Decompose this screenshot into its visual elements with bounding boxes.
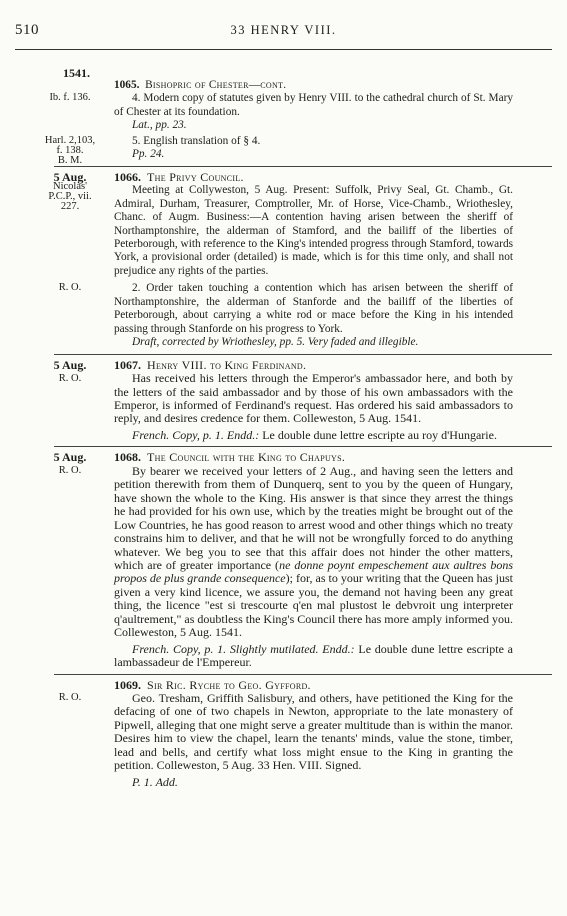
page-content xyxy=(0,79,567,789)
marginal-ref: R. O. xyxy=(58,282,82,294)
entry-1066-body xyxy=(0,181,567,278)
paragraph: Meeting at Collyweston, 5 Aug. Present: Suffolk, Privy Seal, Gt. Chamb., Gt. Admiral, Durham, Treasurer, Comptroller, Mr. of Horse, Vice-Chamb., Wriothesley, Chanc. of Augm. Business:—A contention having arisen between the sheriff of Northamptonshire, the alderman of Stamford, and the bailiff of the liberties of Peterborough, with reference to the King's intended progress through Stamford, towards York, a provisional order (detailed) is made, which is for this time only, and shall not prejudice any rights of the parties. xyxy=(114,184,513,277)
entry-title: Bishopric of Chester—cont. xyxy=(145,79,287,91)
paragraph: 4. Modern copy of statutes given by Henry VIII. to the cathedral church of St. Mary of Chester at its foundation. xyxy=(114,92,513,118)
header-rule xyxy=(15,49,552,50)
physical-note: French. Copy, p. 1. Slightly mutilated. Endd.: Le double dune lettre escripte a lambassadeur de l'Empereur. xyxy=(114,641,513,670)
paragraph: Has received his letters through the Emperor's ambassador here, and both by the letters of the said ambassador and by those of his own ambassadors with the Emperor, is informed of Ferdinand's request. Has ordered his said ambassadors to reply, and desires credence for them. Colleweston, 5 Aug. 1541. xyxy=(114,371,513,426)
entry-divider xyxy=(54,166,552,167)
entry-1069 xyxy=(0,679,567,790)
paragraph: By bearer we received your letters of 2 Aug., and having seen the letters and petition therewith from them of Dunquerq, sent to you by the queen of Hungary, have shown the whole to the King. His answer is that since they arrest the things he had provided for his own use, which by the treaties might be brought out of the Low Countries, he has good reason to arrest wood and other things which no treaty constrains him to deliver, and that he will not be wrongfully forced to do anything whatever. We beg you to see that this affair does not hinder the other matters, which are of greater importance (ne donne poynt empeschement aux aultres bons propos de plus grande consequence); for, as to your writing that the Queen has just given a very kind licence, we assure you, the demand not having been any great thing, the licence "est si trescourte q'en mal plustost le debvroit ung interpreter q'aultrement," as doubtless the King's Council there has more amply informed you. Colleweston, 5 Aug. 1541. xyxy=(114,463,513,640)
marginal-ref: Nicolas' P.C.P., vii. 227. xyxy=(48,181,92,213)
entry-title: The Privy Council. xyxy=(147,169,244,184)
entry-divider xyxy=(54,354,552,355)
running-head: 33 HENRY VIII. xyxy=(230,23,337,37)
entry-1065-part-4 xyxy=(0,92,567,132)
page-header xyxy=(0,22,567,38)
entry-title: Henry VIII. to King Ferdinand. xyxy=(147,357,307,372)
physical-note: Draft, corrected by Wriothesley, pp. 5. Very faded and illegible. xyxy=(132,336,419,349)
entry-divider xyxy=(54,674,552,675)
paragraph: 5. English translation of § 4. xyxy=(132,134,261,147)
physical-note: Lat., pp. 23. xyxy=(132,119,187,132)
year-label: 1541. xyxy=(63,66,90,80)
entry-number: 1069. xyxy=(114,677,141,692)
paragraph: Geo. Tresham, Griffith Salisbury, and others, have petitioned the King for the defacing of one of two chapels in Newton, appropriate to the late monastery of Pipwell, alleging that one might serve a greater multitude than is within the manor. Desires him to view the chapel, learn the tenants' minds, value the stone, timber, lead and bells, and certify what loss might ensue to the King in granting the petition. Colleweston, 5 Aug. 33 Hen. VIII. Signed. xyxy=(114,691,513,773)
entry-number: 1066. xyxy=(114,169,141,184)
entry-title: Sir Ric. Ryche to Geo. Gyfford. xyxy=(147,677,311,692)
entry-divider xyxy=(54,446,552,447)
entry-date: 5 Aug. xyxy=(53,169,87,184)
entry-1065-part-5 xyxy=(0,134,567,166)
page-number: 510 xyxy=(15,22,39,38)
entry-title: The Council with the King to Chapuys. xyxy=(147,450,346,465)
entry-number: 1067. xyxy=(114,357,141,372)
paragraph: 2. Order taken touching a contention which has arisen between the sheriff of Northamptonshire, the alderman of Stanforde and the bailiff of the liberties of Peterborough, about carrying a white rod or mace before the King in his intended passing through Stanforde on his progress to York. xyxy=(114,282,513,335)
entry-date: 5 Aug. R. O. xyxy=(53,450,87,477)
physical-note: P. 1. Add. xyxy=(132,774,178,789)
entry-1065-heading xyxy=(0,79,567,92)
entry-1066-part-2 xyxy=(0,282,567,349)
marginal-ref: Ib. f. 136. xyxy=(49,92,91,104)
physical-note: French. Copy, p. 1. Endd.: Le double dune lettre escripte au roy d'Hungarie. xyxy=(132,427,497,442)
entry-number: 1065. xyxy=(114,79,140,91)
entry-number: 1068. xyxy=(114,450,141,465)
marginal-ref: R. O. xyxy=(58,691,82,703)
entry-date: 5 Aug. R. O. xyxy=(53,357,87,384)
physical-note: Pp. 24. xyxy=(132,148,165,161)
entry-1068 xyxy=(0,451,567,669)
entry-1067 xyxy=(0,359,567,443)
marginal-ref: Harl. 2,103, f. 138. B. M. xyxy=(44,134,96,166)
